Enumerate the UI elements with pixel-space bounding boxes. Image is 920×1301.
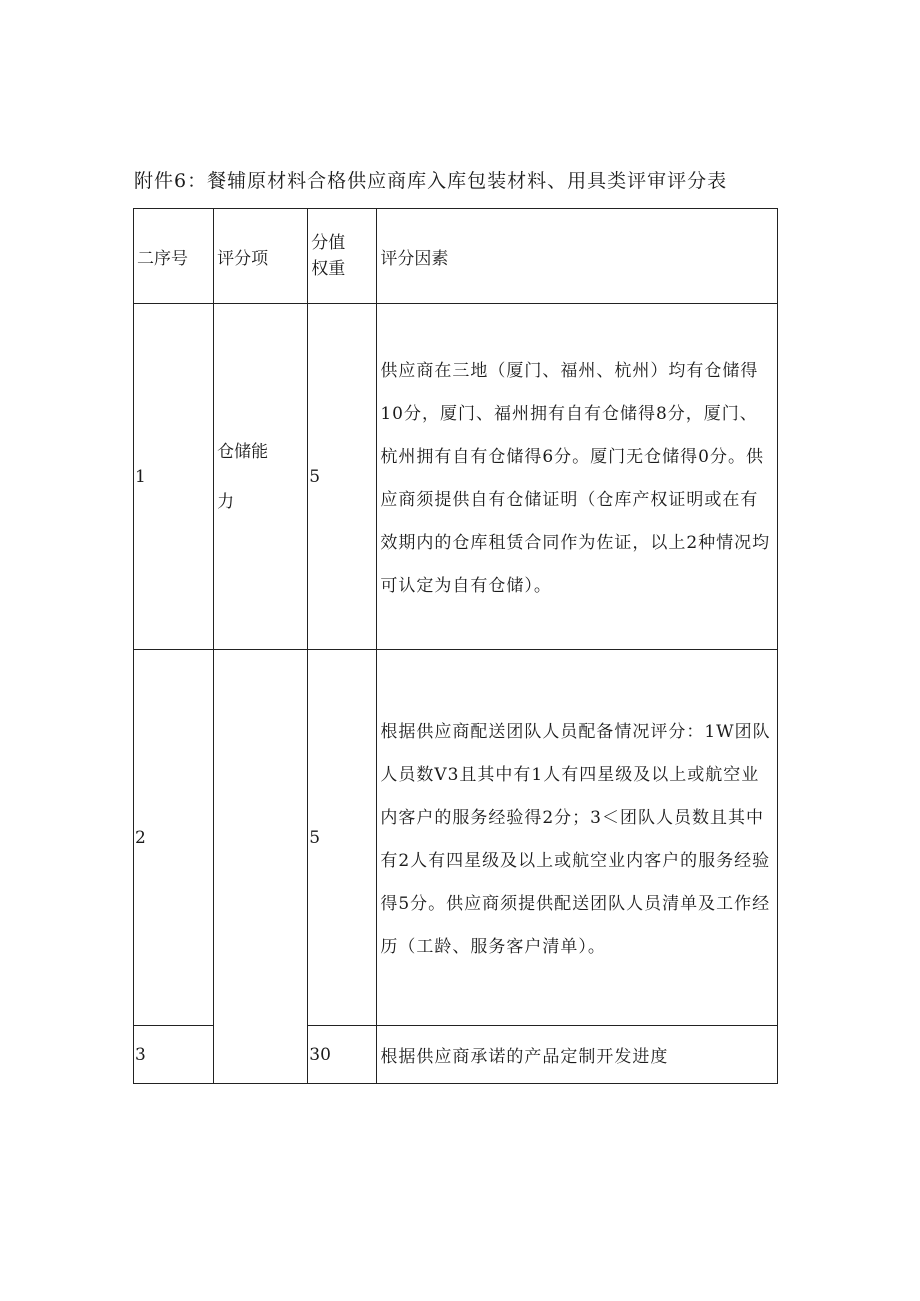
row-factor: 根据供应商配送团队人员配备情况评分：1W团队人员数V3且其中有1人有四星级及以上或航空业内客户的服务经验得2分；3＜团队人员数且其中有2人有四星级及以上或航空业内客户的服务经验得5分。供应商须提供配送团队人员清单及工作经历（工龄、服务客户清单）。: [377, 650, 778, 1026]
row-weight: 5: [308, 304, 377, 650]
table-row: [134, 304, 778, 650]
table-row: [134, 650, 778, 1026]
row-weight: 5: [308, 650, 377, 1026]
header-weight-line1: 分值: [311, 233, 346, 253]
table-header-row: [134, 209, 778, 304]
row-no: 2: [134, 650, 214, 1026]
row-item: [214, 304, 308, 650]
document-title: 附件6：餐辅原材料合格供应商库入库包装材料、用具类评审评分表: [134, 170, 728, 192]
row-item-line2: 力: [217, 491, 235, 512]
header-item: 评分项: [214, 209, 308, 304]
header-weight: [308, 209, 377, 304]
row-factor: 根据供应商承诺的产品定制开发进度: [377, 1026, 778, 1084]
row-weight: 30: [308, 1026, 377, 1084]
row-no: 1: [134, 304, 214, 650]
row-item: [214, 650, 308, 1084]
row-item-line1: 仓储能: [217, 441, 269, 462]
row-factor: 供应商在三地（厦门、福州、杭州）均有仓储得10分，厦门、福州拥有自有仓储得8分，厦门、杭州拥有自有仓储得6分。厦门无仓储得0分。供应商须提供自有仓储证明（仓库产权证明或在有效期内的仓库租赁合同作为佐证，以上2种情况均可认定为自有仓储）。: [377, 304, 778, 650]
header-no: 二序号: [134, 209, 214, 304]
scoring-table: [133, 208, 778, 1084]
row-no: 3: [134, 1026, 214, 1084]
header-weight-line2: 权重: [311, 259, 346, 279]
header-factor: 评分因素: [377, 209, 778, 304]
